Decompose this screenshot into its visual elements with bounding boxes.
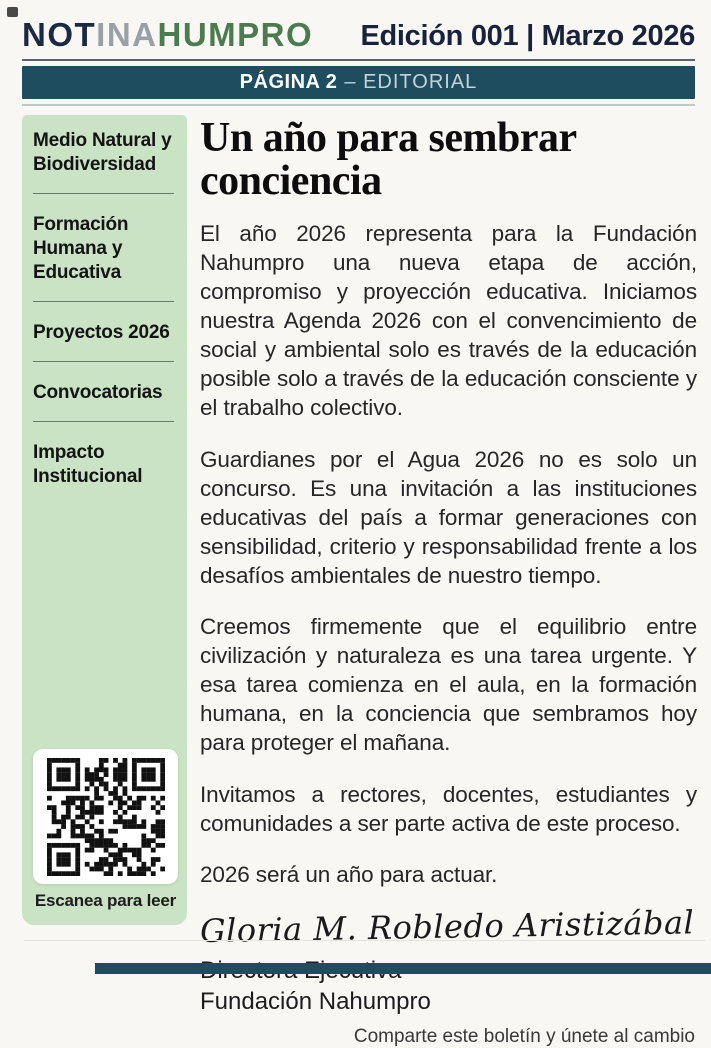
- corner-artifact: [7, 7, 18, 17]
- sidebar-item-proyectos-2026: Proyectos 2026: [33, 322, 170, 343]
- article-paragraph: Guardianes por el Agua 2026 no es solo un concurso. Es una invitación a las instituciones educativas del país a formar generaciones con sensibilidad, criterio y responsabilidad frente a los desafíos ambientales de nuestro tiempo.: [200, 446, 697, 588]
- brand-part-ina: INA: [96, 16, 158, 53]
- qr-card: [33, 749, 178, 884]
- sidebar: [22, 115, 187, 925]
- sidebar-item-medio-natural: Medio Natural y Biodiversidad: [33, 130, 172, 175]
- sidebar-divider: [33, 301, 174, 302]
- sidebar-item-impacto-institucional: Impacto Institucional: [33, 442, 143, 487]
- brand-part-not: NOT: [22, 16, 97, 53]
- brand-logo: [22, 18, 313, 51]
- article-title: Un año para sembrar conciencia: [200, 115, 576, 204]
- qr-code-icon: [47, 758, 165, 876]
- editorial-article: [200, 115, 697, 1048]
- article-paragraph: Invitamos a rectores, docentes, estudiantes y comunidades a ser parte activa de este proceso.: [200, 781, 697, 836]
- banner-rule: [22, 104, 695, 106]
- footer-divider: [24, 940, 705, 941]
- bottom-accent-bar: [95, 963, 711, 974]
- article-paragraph: 2026 será un año para actuar.: [200, 862, 498, 887]
- page-number-label: PÁGINA 2: [239, 71, 338, 93]
- section-label: – EDITORIAL: [344, 71, 478, 93]
- qr-caption: Escanea para leer: [34, 891, 177, 910]
- article-paragraph: El año 2026 representa para la Fundación Nahumpro una nueva etapa de acción, compromiso y proyección educativa. Iniciamos nuestra Agenda 2026 con el convencimiento de social y ambiental solo es través de la educación posible solo a través de la educación consciente y el trabalho colectivo.: [200, 221, 697, 420]
- sidebar-divider: [33, 193, 174, 194]
- sidebar-divider: [33, 361, 174, 362]
- content-area: [22, 115, 697, 1048]
- header-rule: [22, 59, 695, 61]
- header: [22, 18, 695, 51]
- sidebar-item-convocatorias: Convocatorias: [33, 382, 163, 403]
- signature-organization: Fundación Nahumpro: [200, 987, 431, 1015]
- brand-part-humpro: HUMPRO: [157, 16, 314, 53]
- signature-handwritten: Gloria M. Robledo Aristizábal: [199, 902, 695, 950]
- sidebar-item-formacion-humana: Formación Humana y Educativa: [33, 214, 129, 283]
- page-banner: [22, 66, 695, 99]
- sidebar-divider: [33, 421, 174, 422]
- footer-tagline: Comparte este boletín y únete al cambio: [353, 1025, 695, 1047]
- article-paragraph: Creemos firmemente que el equilibrio entre civilización y naturaleza es una tarea urgente. Y esa tarea comienza en el aula, en la formación humana, en la conciencia que sembramos hoy para proteger el mañana.: [200, 614, 697, 755]
- edition-label: Edición 001 | Marzo 2026: [360, 20, 695, 52]
